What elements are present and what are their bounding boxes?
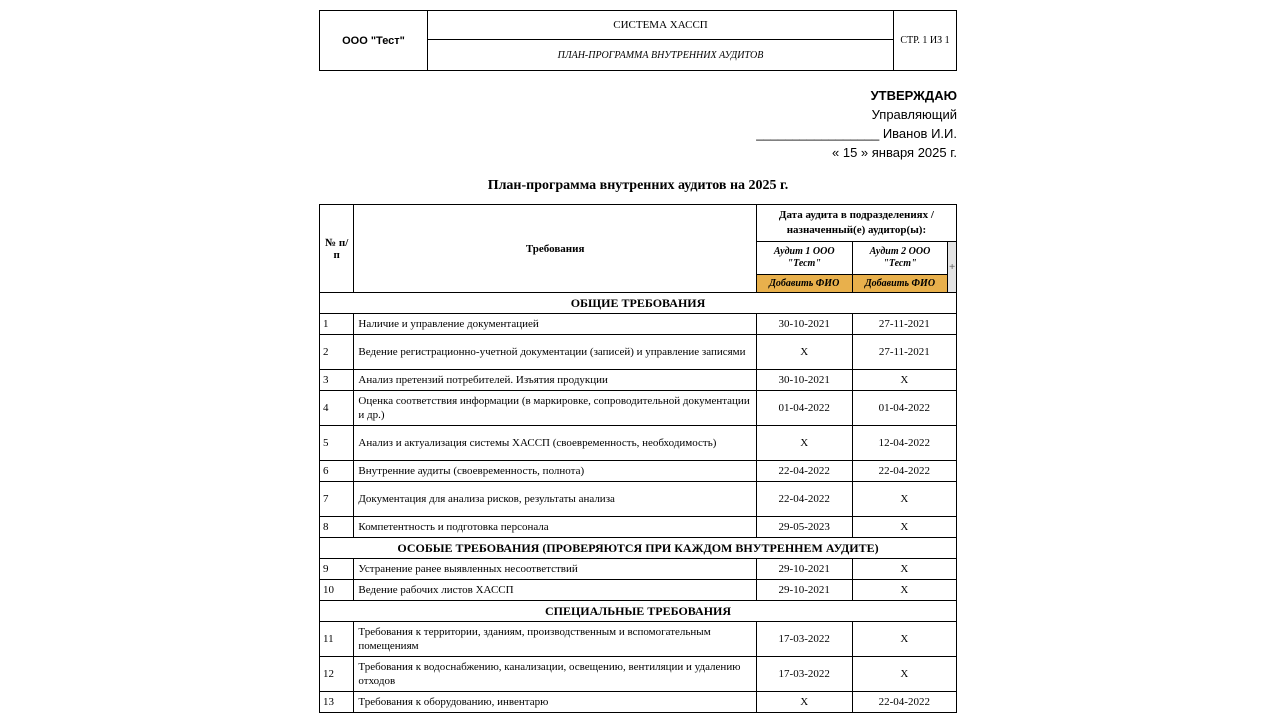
audit-1-date: 17-03-2022: [756, 622, 852, 657]
table-row: [320, 461, 957, 482]
add-audit-column-button[interactable]: +: [948, 242, 957, 293]
row-number: 3: [320, 370, 354, 391]
requirement-text: Устранение ранее выявленных несоответствий: [354, 559, 756, 580]
audit-2-date: 12-04-2022: [852, 426, 956, 461]
table-row: [320, 517, 957, 538]
table-row: [320, 580, 957, 601]
table-row: [320, 314, 957, 335]
row-number: 12: [320, 657, 354, 692]
audit-1-date: 22-04-2022: [756, 482, 852, 517]
approval-date: « 15 » января 2025 г.: [832, 145, 957, 160]
audit-1-date: 29-10-2021: [756, 580, 852, 601]
col-header-audit-dates: Дата аудита в подразделениях / назначенный(е) аудитор(ы):: [756, 205, 956, 242]
row-number: 10: [320, 580, 354, 601]
requirement-text: Требования к оборудованию, инвентарю: [354, 692, 756, 713]
table-row: [320, 657, 957, 692]
section-title: ОБЩИЕ ТРЕБОВАНИЯ: [320, 293, 957, 314]
audit-2-date: 27-11-2021: [852, 314, 956, 335]
audit-2-date: X: [852, 622, 956, 657]
row-number: 2: [320, 335, 354, 370]
row-number: 8: [320, 517, 354, 538]
audit-plan-table: [319, 204, 957, 713]
requirement-text: Документация для анализа рисков, результаты анализа: [354, 482, 756, 517]
col-header-num: № п/п: [320, 205, 354, 293]
audit-1-date: 29-05-2023: [756, 517, 852, 538]
row-number: 9: [320, 559, 354, 580]
section-row: [320, 293, 957, 314]
col-header-requirements: Требования: [354, 205, 756, 293]
audit-1-date: X: [756, 692, 852, 713]
audit-1-date: 22-04-2022: [756, 461, 852, 482]
audit-2-date: 27-11-2021: [852, 335, 956, 370]
requirement-text: Ведение регистрационно-учетной документации (записей) и управление записями: [354, 335, 756, 370]
requirement-text: Компетентность и подготовка персонала: [354, 517, 756, 538]
row-number: 6: [320, 461, 354, 482]
table-row: [320, 692, 957, 713]
section-row: [320, 601, 957, 622]
approval-position: Управляющий: [871, 107, 957, 122]
add-fio-button-1[interactable]: Добавить ФИО: [756, 275, 852, 293]
approval-block: [756, 86, 957, 162]
system-name: СИСТЕМА ХАССП: [428, 11, 894, 40]
audit-1-header: Аудит 1 ООО "Тест": [756, 242, 852, 275]
table-row: [320, 391, 957, 426]
audit-2-date: X: [852, 657, 956, 692]
page-number: СТР. 1 ИЗ 1: [894, 11, 957, 71]
org-name: ООО "Тест": [320, 11, 428, 71]
approval-signature: _________________ Иванов И.И.: [756, 126, 957, 141]
audit-1-date: 30-10-2021: [756, 370, 852, 391]
requirement-text: Анализ и актуализация системы ХАССП (своевременность, необходимость): [354, 426, 756, 461]
plan-title: План-программа внутренних аудитов на 2025 г.: [487, 178, 789, 193]
section-title: ОСОБЫЕ ТРЕБОВАНИЯ (ПРОВЕРЯЮТСЯ ПРИ КАЖДОМ ВНУТРЕННЕМ АУДИТЕ): [320, 538, 957, 559]
audit-2-header: Аудит 2 ООО "Тест": [852, 242, 948, 275]
requirement-text: Наличие и управление документацией: [354, 314, 756, 335]
add-fio-button-2[interactable]: Добавить ФИО: [852, 275, 948, 293]
row-number: 4: [320, 391, 354, 426]
audit-1-date: 17-03-2022: [756, 657, 852, 692]
audit-2-date: 01-04-2022: [852, 391, 956, 426]
audit-1-date: X: [756, 426, 852, 461]
audit-2-date: 22-04-2022: [852, 461, 956, 482]
table-body: [320, 293, 957, 713]
document-page: [319, 10, 957, 708]
audit-1-date: 01-04-2022: [756, 391, 852, 426]
requirement-text: Внутренние аудиты (своевременность, полнота): [354, 461, 756, 482]
audit-1-date: X: [756, 335, 852, 370]
audit-2-date: X: [852, 580, 956, 601]
table-row: [320, 622, 957, 657]
table-row: [320, 559, 957, 580]
requirement-text: Ведение рабочих листов ХАССП: [354, 580, 756, 601]
audit-2-date: X: [852, 559, 956, 580]
table-row: [320, 335, 957, 370]
requirement-text: Требования к водоснабжению, канализации, освещению, вентиляции и удалению отходов: [354, 657, 756, 692]
audit-2-date: X: [852, 482, 956, 517]
audit-1-date: 30-10-2021: [756, 314, 852, 335]
approval-title: УТВЕРЖДАЮ: [870, 88, 957, 103]
section-row: [320, 538, 957, 559]
row-number: 1: [320, 314, 354, 335]
document-title: ПЛАН-ПРОГРАММА ВНУТРЕННИХ АУДИТОВ: [428, 40, 894, 71]
audit-2-date: 22-04-2022: [852, 692, 956, 713]
table-row: [320, 482, 957, 517]
requirement-text: Анализ претензий потребителей. Изъятия продукции: [354, 370, 756, 391]
audit-2-date: X: [852, 517, 956, 538]
requirement-text: Оценка соответствия информации (в маркировке, сопроводительной документации и др.): [354, 391, 756, 426]
audit-1-date: 29-10-2021: [756, 559, 852, 580]
table-row: [320, 426, 957, 461]
row-number: 11: [320, 622, 354, 657]
row-number: 13: [320, 692, 354, 713]
document-header: [319, 10, 957, 71]
section-title: СПЕЦИАЛЬНЫЕ ТРЕБОВАНИЯ: [320, 601, 957, 622]
table-row: [320, 370, 957, 391]
row-number: 7: [320, 482, 354, 517]
row-number: 5: [320, 426, 354, 461]
audit-2-date: X: [852, 370, 956, 391]
requirement-text: Требования к территории, зданиям, производственным и вспомогательным помещениям: [354, 622, 756, 657]
